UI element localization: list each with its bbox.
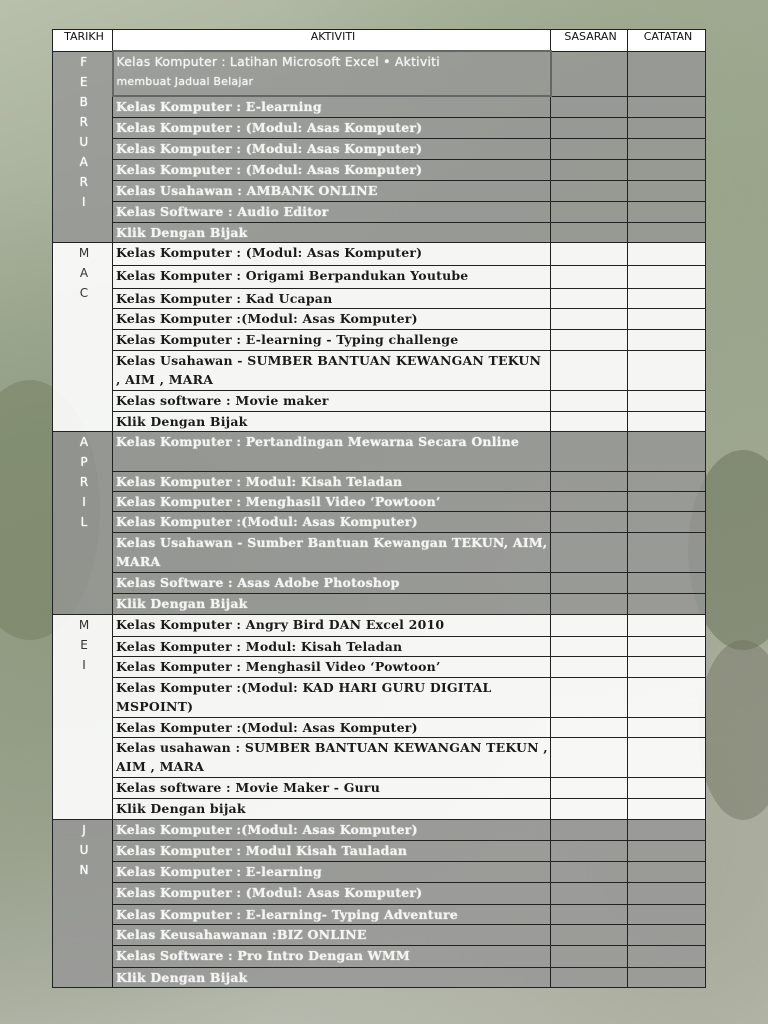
header-notes: CATATAN <box>628 30 706 52</box>
notes-cell <box>628 861 706 882</box>
table-row <box>53 180 706 201</box>
activity-cell: Kelas Komputer : (Modul: Asas Komputer) <box>113 159 551 180</box>
table-row <box>53 511 706 532</box>
target-cell <box>551 138 628 159</box>
target-cell <box>551 945 628 967</box>
notes-cell <box>628 967 706 987</box>
activity-cell: Kelas Komputer : Origami Berpandukan Youtube <box>113 265 551 288</box>
activity-cell: Kelas usahawan : SUMBER BANTUAN KEWANGAN TEKUN , AIM , MARA <box>113 737 551 777</box>
activity-cell: Kelas Komputer : (Modul: Asas Komputer) <box>113 117 551 138</box>
target-cell <box>551 411 628 431</box>
activity-cell: Kelas Komputer : (Modul: Asas Komputer) <box>113 242 551 265</box>
target-cell <box>551 861 628 882</box>
notes-cell <box>628 882 706 904</box>
target-cell <box>551 737 628 777</box>
activity-cell: Kelas Komputer : Menghasil Video ‘Powtoon’ <box>113 491 551 511</box>
table-row <box>53 967 706 987</box>
activity-cell: Kelas Usahawan : AMBANK ONLINE <box>113 180 551 201</box>
activity-cell: Kelas Keusahawanan :BIZ ONLINE <box>113 924 551 945</box>
table-row <box>53 882 706 904</box>
activity-cell: Kelas Komputer :(Modul: Asas Komputer) <box>113 308 551 329</box>
activity-cell: Klik Dengan bijak <box>113 798 551 819</box>
activity-cell: Kelas Usahawan - Sumber Bantuan Kewangan TEKUN, AIM, MARA <box>113 532 551 572</box>
month-label-februari: F E B R U A R I <box>53 51 113 242</box>
table-row <box>53 798 706 819</box>
target-cell <box>551 904 628 924</box>
target-cell <box>551 242 628 265</box>
notes-cell <box>628 945 706 967</box>
activity-cell: Kelas Komputer :(Modul: KAD HARI GURU DIGITAL MSPOINT) <box>113 677 551 717</box>
activity-cell: Kelas software : Movie Maker - Guru <box>113 777 551 798</box>
activity-cell: Kelas Komputer : E-learning <box>113 96 551 117</box>
activity-cell: Klik Dengan Bijak <box>113 222 551 242</box>
target-cell <box>551 201 628 222</box>
notes-cell <box>628 411 706 431</box>
table-row <box>53 390 706 411</box>
table-row <box>53 717 706 737</box>
activity-cell: Kelas Komputer : (Modul: Asas Komputer) <box>113 138 551 159</box>
notes-cell <box>628 288 706 308</box>
target-cell <box>551 288 628 308</box>
table-row <box>53 904 706 924</box>
target-cell <box>551 636 628 656</box>
table-row <box>53 636 706 656</box>
notes-cell <box>628 572 706 593</box>
target-cell <box>551 614 628 636</box>
target-cell <box>551 329 628 350</box>
activity-cell: Klik Dengan Bijak <box>113 967 551 987</box>
activity-cell: Kelas Komputer : (Modul: Asas Komputer) <box>113 882 551 904</box>
table-row <box>53 572 706 593</box>
target-cell <box>551 159 628 180</box>
header-target: SASARAN <box>551 30 628 52</box>
notes-cell <box>628 96 706 117</box>
target-cell <box>551 265 628 288</box>
table-row <box>53 265 706 288</box>
month-label-april: A P R I L <box>53 431 113 614</box>
notes-cell <box>628 265 706 288</box>
notes-cell <box>628 656 706 677</box>
activity-cell: Kelas Komputer : Modul: Kisah Teladan <box>113 471 551 491</box>
target-cell <box>551 572 628 593</box>
table-row <box>53 614 706 636</box>
notes-cell <box>628 390 706 411</box>
notes-cell <box>628 308 706 329</box>
target-cell <box>551 882 628 904</box>
notes-cell <box>628 138 706 159</box>
target-cell <box>551 491 628 511</box>
target-cell <box>551 51 628 96</box>
target-cell <box>551 222 628 242</box>
notes-cell <box>628 777 706 798</box>
table-row <box>53 288 706 308</box>
activity-cell: Kelas Komputer : Modul: Kisah Teladan <box>113 636 551 656</box>
notes-cell <box>628 201 706 222</box>
notes-cell <box>628 471 706 491</box>
target-cell <box>551 471 628 491</box>
notes-cell <box>628 819 706 840</box>
activity-cell: Kelas Software : Audio Editor <box>113 201 551 222</box>
notes-cell <box>628 532 706 572</box>
target-cell <box>551 117 628 138</box>
notes-cell <box>628 491 706 511</box>
notes-cell <box>628 222 706 242</box>
table-row <box>53 840 706 861</box>
table-row <box>53 656 706 677</box>
activity-cell: Kelas Komputer : Modul Kisah Tauladan <box>113 840 551 861</box>
notes-cell <box>628 737 706 777</box>
notes-cell <box>628 904 706 924</box>
activity-cell: Klik Dengan Bijak <box>113 593 551 614</box>
month-group-jun <box>53 819 706 987</box>
target-cell <box>551 390 628 411</box>
month-label-jun: J U N <box>53 819 113 987</box>
header-row <box>53 30 706 52</box>
target-cell <box>551 717 628 737</box>
table-row <box>53 159 706 180</box>
activity-cell: Kelas Software : Asas Adobe Photoshop <box>113 572 551 593</box>
header-activity: AKTIVITI <box>113 30 551 52</box>
target-cell <box>551 532 628 572</box>
activity-cell: Kelas software : Movie maker <box>113 390 551 411</box>
activity-cell: Kelas Komputer :(Modul: Asas Komputer) <box>113 511 551 532</box>
target-cell <box>551 96 628 117</box>
activity-cell: Kelas Komputer : E-learning - Typing challenge <box>113 329 551 350</box>
table-row <box>53 51 706 96</box>
target-cell <box>551 840 628 861</box>
notes-cell <box>628 431 706 471</box>
activity-cell: Kelas Komputer : Latihan Microsoft Excel • Aktiviti membuat Jadual Belajar <box>113 51 551 96</box>
notes-cell <box>628 117 706 138</box>
activity-cell: Kelas Komputer : Menghasil Video ‘Powtoon’ <box>113 656 551 677</box>
header-date: TARIKH <box>53 30 113 52</box>
notes-cell <box>628 329 706 350</box>
table-row <box>53 924 706 945</box>
notes-cell <box>628 798 706 819</box>
table-row <box>53 491 706 511</box>
table-row <box>53 96 706 117</box>
table-row <box>53 222 706 242</box>
activity-cell: Klik Dengan Bijak <box>113 411 551 431</box>
target-cell <box>551 819 628 840</box>
table-row <box>53 138 706 159</box>
activity-cell: Kelas Komputer : Kad Ucapan <box>113 288 551 308</box>
notes-cell <box>628 614 706 636</box>
table-row <box>53 350 706 390</box>
target-cell <box>551 967 628 987</box>
table-row <box>53 471 706 491</box>
target-cell <box>551 593 628 614</box>
activity-cell: Kelas Komputer : Angry Bird DAN Excel 2010 <box>113 614 551 636</box>
table-row <box>53 819 706 840</box>
notes-cell <box>628 180 706 201</box>
table-row <box>53 737 706 777</box>
activity-cell: Kelas Komputer : E-learning- Typing Adventure <box>113 904 551 924</box>
month-group-april <box>53 431 706 614</box>
table-row <box>53 677 706 717</box>
table-row <box>53 201 706 222</box>
notes-cell <box>628 593 706 614</box>
target-cell <box>551 350 628 390</box>
table-row <box>53 411 706 431</box>
activity-cell: Kelas Usahawan - SUMBER BANTUAN KEWANGAN TEKUN , AIM , MARA <box>113 350 551 390</box>
table-row <box>53 242 706 265</box>
activity-schedule-table <box>52 29 706 988</box>
month-group-februari <box>53 51 706 242</box>
background-rock-lower <box>698 640 768 820</box>
target-cell <box>551 180 628 201</box>
activity-cell: Kelas Software : Pro Intro Dengan WMM <box>113 945 551 967</box>
notes-cell <box>628 636 706 656</box>
target-cell <box>551 798 628 819</box>
target-cell <box>551 924 628 945</box>
table-row <box>53 945 706 967</box>
target-cell <box>551 656 628 677</box>
target-cell <box>551 677 628 717</box>
notes-cell <box>628 717 706 737</box>
notes-cell <box>628 350 706 390</box>
target-cell <box>551 777 628 798</box>
notes-cell <box>628 511 706 532</box>
table-row <box>53 593 706 614</box>
notes-cell <box>628 242 706 265</box>
table-row <box>53 329 706 350</box>
month-group-mei <box>53 614 706 819</box>
target-cell <box>551 308 628 329</box>
activity-cell: Kelas Komputer :(Modul: Asas Komputer) <box>113 819 551 840</box>
month-label-mei: M E I <box>53 614 113 819</box>
notes-cell <box>628 677 706 717</box>
notes-cell <box>628 159 706 180</box>
table-row <box>53 777 706 798</box>
notes-cell <box>628 840 706 861</box>
notes-cell <box>628 51 706 96</box>
table-row <box>53 532 706 572</box>
month-group-mac <box>53 242 706 431</box>
month-label-mac: M A C <box>53 242 113 431</box>
table-row <box>53 117 706 138</box>
activity-cell: Kelas Komputer :(Modul: Asas Komputer) <box>113 717 551 737</box>
table-row <box>53 308 706 329</box>
activity-cell: Kelas Komputer : Pertandingan Mewarna Secara Online <box>113 431 551 471</box>
activity-cell: Kelas Komputer : E-learning <box>113 861 551 882</box>
target-cell <box>551 431 628 471</box>
table-row <box>53 431 706 471</box>
target-cell <box>551 511 628 532</box>
table-row <box>53 861 706 882</box>
notes-cell <box>628 924 706 945</box>
